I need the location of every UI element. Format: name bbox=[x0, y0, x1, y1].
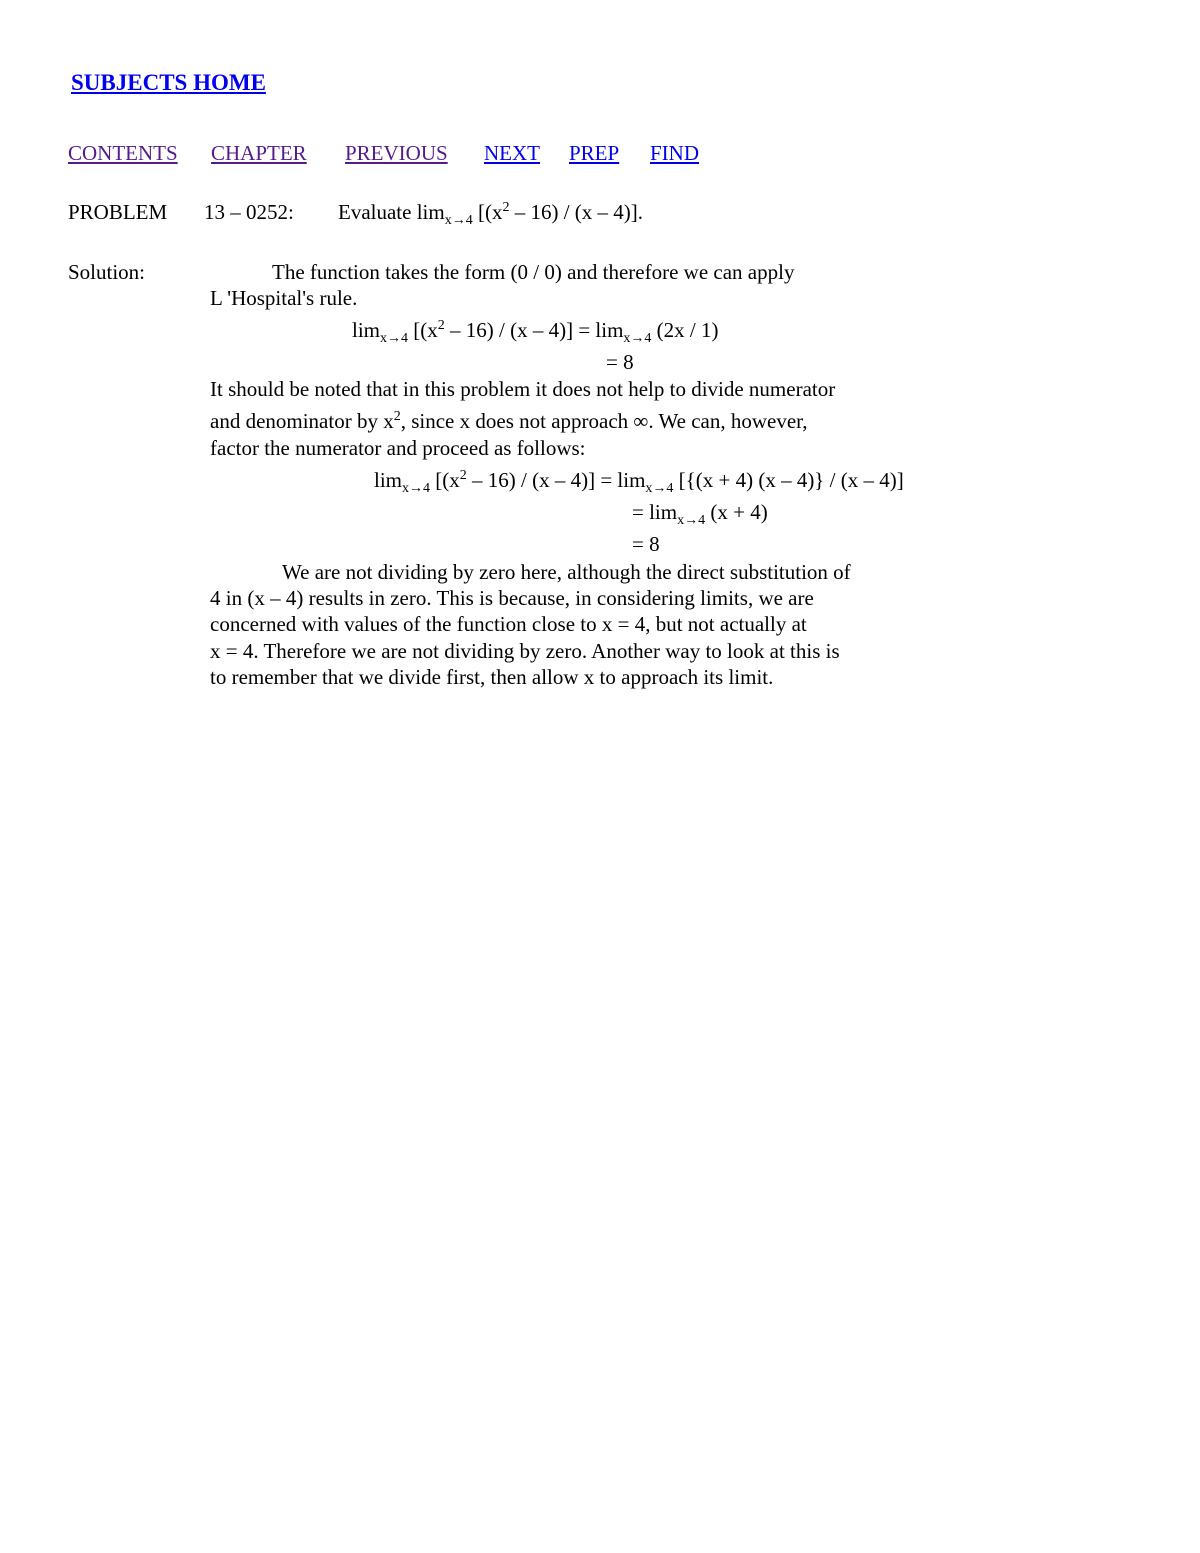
nav-next-link[interactable]: NEXT bbox=[484, 141, 540, 165]
paragraph2-line1: It should be noted that in this problem it does not help to divide numerator bbox=[210, 377, 836, 401]
solution-intro-line1: The function takes the form (0 / 0) and therefore we can apply bbox=[272, 260, 795, 284]
paragraph3-line4: x = 4. Therefore we are not dividing by zero. Another way to look at this is bbox=[210, 639, 840, 663]
problem-label: PROBLEM bbox=[68, 200, 168, 224]
equation-factoring: $\lim_{x\to 4} [(x^2 - 16) / (x - 4)] = \lim_{x\to 4} [\{(x + 4)$ (x – 4)} / (x – 4)] bbox=[374, 468, 904, 496]
equation-lhopital: $\lim_{x\to 4} [(x^2 - 16) / (x - 4)] = \lim_{x\to 4} (2x / 1)$ bbox=[352, 318, 719, 346]
paragraph2-line2: and denominator by $x^2$, since x does not approach ∞. We can, however, bbox=[210, 409, 808, 433]
nav-previous-link[interactable]: PREVIOUS bbox=[345, 141, 448, 165]
paragraph3-line3: concerned with values of the function close to x = 4, but not actually at bbox=[210, 612, 807, 636]
paragraph2-line3: factor the numerator and proceed as follows: bbox=[210, 436, 586, 460]
paragraph3-line1: We are not dividing by zero here, although the direct substitution of bbox=[282, 560, 851, 584]
subjects-home-link[interactable]: SUBJECTS HOME bbox=[71, 70, 266, 95]
nav-find-link[interactable]: FIND bbox=[650, 141, 700, 165]
solution-intro-line2: L 'Hospital's rule. bbox=[210, 286, 358, 310]
solution-label: Solution: bbox=[68, 260, 146, 284]
problem-statement: Evaluate $\lim_{x\to 4} [(x^2 - 16) / (x - 4)]$. bbox=[338, 200, 644, 228]
paragraph3-line5: to remember that we divide first, then allow x to approach its limit. bbox=[210, 665, 774, 689]
nav-prep-link[interactable]: PREP bbox=[569, 141, 620, 165]
problem-number: 13 – 0252: bbox=[204, 200, 294, 224]
equation-factoring-step2: = $\lim_{x\to 4} (x + 4)$ bbox=[632, 500, 768, 528]
nav-chapter-link[interactable]: CHAPTER bbox=[211, 141, 307, 165]
nav-contents-link[interactable]: CONTENTS bbox=[68, 141, 178, 165]
equation-factoring-result: = 8 bbox=[632, 532, 660, 556]
equation-lhopital-result: = 8 bbox=[606, 350, 634, 374]
paragraph3-line2: 4 in (x – 4) results in zero. This is because, in considering limits, we are bbox=[210, 586, 814, 610]
